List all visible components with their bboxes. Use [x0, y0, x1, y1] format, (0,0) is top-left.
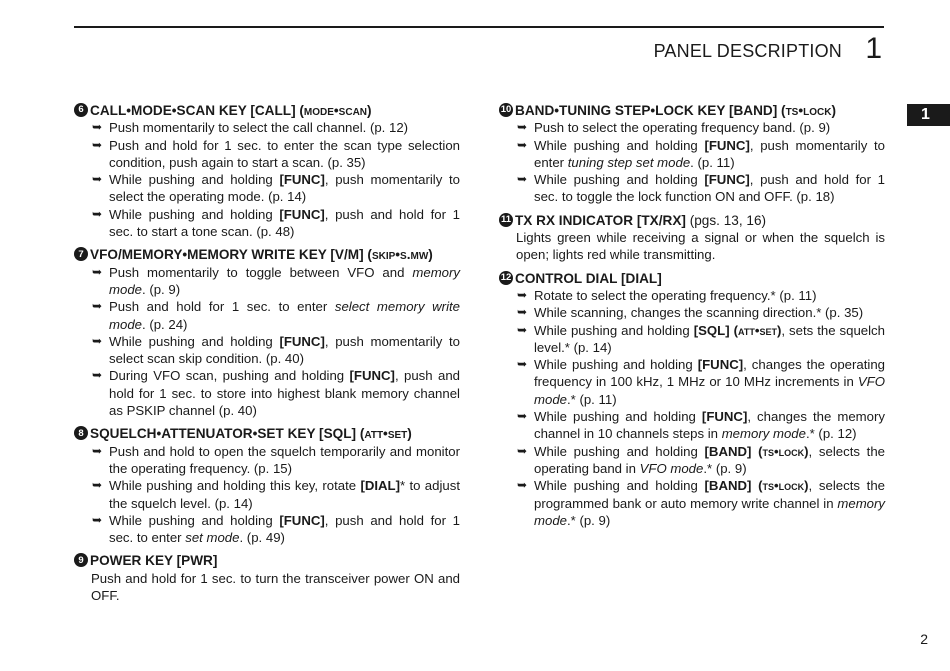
arrow-bullet-icon: ➥ — [92, 512, 103, 527]
heading-text: VFO/MEMORY•MEMORY WRITE KEY [V/M] (skip•s.mw) — [90, 247, 433, 263]
heading-text: POWER KEY [PWR] — [90, 553, 218, 569]
list-item: ➥ While pushing and holding [FUNC], changes the operating frequency in 100 kHz, 1 MHz or 10 MHz increments in VFO mode.* (p. 11) — [517, 357, 885, 407]
section-heading — [499, 102, 885, 119]
list-item: ➥ While pushing and holding [FUNC], changes the memory channel in 10 channels steps in memory mode.* (p. 12) — [517, 409, 885, 442]
list-item: ➥ Push momentarily to select the call channel. (p. 12) — [92, 120, 409, 136]
list-item: ➥ Push to select the operating frequency band. (p. 9) — [517, 120, 831, 136]
list-item: ➥ While pushing and holding [SQL] (att•set), sets the squelch level.* (p. 14) — [517, 322, 885, 355]
arrow-bullet-icon: ➥ — [517, 322, 528, 337]
list-item: ➥ While pushing and holding [FUNC], push and hold for 1 sec. to start a tone scan. (p. 48) — [92, 206, 460, 240]
arrow-bullet-icon: ➥ — [92, 137, 103, 152]
page-title: PANEL DESCRIPTION — [653, 41, 842, 61]
list-item: ➥ While pushing and holding this key, rotate [DIAL]* to adjust the squelch level. (p. 14) — [92, 478, 460, 511]
list-item: ➥ Push and hold for 1 sec. to enter select memory write mode. (p. 24) — [92, 299, 460, 332]
number-12-icon: 12 — [500, 272, 512, 284]
list-item: ➥ While pushing and holding [FUNC], push and hold for 1 sec. to toggle the lock function ON and OFF. (p. 18) — [517, 172, 885, 205]
arrow-bullet-icon: ➥ — [517, 443, 528, 458]
section-control-dial — [499, 270, 885, 529]
section-heading — [74, 102, 460, 119]
arrow-bullet-icon: ➥ — [517, 409, 528, 424]
list-item: ➥ Push and hold to open the squelch temporarily and monitor the operating frequency. (p. 15) — [92, 443, 460, 476]
list-item: ➥ While pushing and holding [FUNC], push momentarily to select the operating mode. (p. 14) — [92, 172, 460, 205]
arrow-bullet-icon: ➥ — [92, 206, 103, 221]
arrow-bullet-icon: ➥ — [92, 443, 103, 458]
section-txrx-indicator — [499, 212, 885, 264]
section-heading — [499, 212, 885, 229]
section-sql-key — [74, 425, 460, 546]
section-band-key — [499, 102, 885, 206]
right-column — [499, 102, 885, 535]
arrow-bullet-icon: ➥ — [517, 172, 528, 187]
section-heading — [74, 425, 460, 442]
arrow-bullet-icon: ➥ — [92, 299, 103, 314]
section-call-key — [74, 102, 460, 240]
section-vm-key — [74, 246, 460, 419]
arrow-bullet-icon: ➥ — [92, 478, 103, 493]
arrow-bullet-icon: ➥ — [92, 120, 103, 135]
page-number: 2 — [920, 631, 928, 647]
heading-text: TX RX INDICATOR [TX/RX] (pgs. 13, 16) — [515, 212, 767, 228]
arrow-bullet-icon: ➥ — [92, 264, 103, 279]
section-heading — [74, 246, 460, 263]
heading-text: BAND•TUNING STEP•LOCK KEY [BAND] (ts•lock) — [515, 103, 836, 118]
heading-text: SQUELCH•ATTENUATOR•SET KEY [SQL] (att•set) — [90, 426, 412, 442]
heading-text: CONTROL DIAL [DIAL] — [515, 270, 662, 286]
section-heading — [74, 552, 460, 569]
list-item: ➥ While pushing and holding [FUNC], push momentarily to select scan skip condition. (p. 40) — [92, 333, 460, 367]
list-item: ➥ While pushing and holding [BAND] (ts•lock), selects the operating band in VFO mode.* (p. 9) — [517, 443, 885, 476]
chapter-tab-label: 1 — [921, 106, 930, 123]
number-10-icon: 10 — [500, 104, 512, 116]
list-item: ➥ While scanning, changes the scanning direction.* (p. 35) — [517, 305, 864, 321]
number-7-icon: 7 — [74, 247, 88, 261]
left-column — [74, 102, 460, 610]
list-item: ➥ During VFO scan, pushing and holding [FUNC], push and hold for 1 sec. to store into highest blank memory channel as PSKIP channel (p. 40) — [92, 368, 460, 419]
heading-text: CALL•MODE•SCAN KEY [CALL] (mode•scan) — [90, 103, 372, 118]
section-text: Lights green while receiving a signal or when the squelch is open; lights red while transmitting. — [516, 230, 885, 263]
arrow-bullet-icon: ➥ — [517, 120, 528, 135]
list-item: ➥ While pushing and holding [FUNC], push momentarily to enter tuning step set mode. (p. 11) — [517, 137, 885, 170]
number-8-icon: 8 — [74, 426, 88, 440]
arrow-bullet-icon: ➥ — [92, 172, 103, 187]
section-power-key — [74, 552, 460, 604]
chapter-number: 1 — [865, 32, 882, 65]
chapter-tab — [907, 104, 950, 126]
list-item: ➥ While pushing and holding [BAND] (ts•lock), selects the programmed bank or auto memory write channel in memory mode.* (p. 9) — [517, 478, 885, 528]
section-heading — [499, 270, 885, 287]
arrow-bullet-icon: ➥ — [517, 478, 528, 493]
arrow-bullet-icon: ➥ — [92, 333, 103, 348]
arrow-bullet-icon: ➥ — [517, 137, 528, 152]
arrow-bullet-icon: ➥ — [517, 305, 528, 320]
number-11-icon: 11 — [500, 214, 512, 226]
section-text: Push and hold for 1 sec. to turn the transceiver power ON and OFF. — [91, 570, 460, 604]
number-6-icon: 6 — [74, 103, 88, 117]
number-9-icon: 9 — [74, 553, 88, 567]
arrow-bullet-icon: ➥ — [92, 368, 103, 383]
list-item: ➥ Rotate to select the operating frequency.* (p. 11) — [517, 287, 817, 303]
arrow-bullet-icon: ➥ — [517, 287, 528, 302]
list-item: ➥ Push and hold for 1 sec. to enter the scan type selection condition, push again to start a scan. (p. 35) — [92, 137, 460, 170]
list-item: ➥ Push momentarily to toggle between VFO and memory mode. (p. 9) — [92, 264, 460, 297]
arrow-bullet-icon: ➥ — [517, 357, 528, 372]
header-rule — [74, 26, 884, 28]
list-item: ➥ While pushing and holding [FUNC], push and hold for 1 sec. to enter set mode. (p. 49) — [92, 512, 460, 546]
